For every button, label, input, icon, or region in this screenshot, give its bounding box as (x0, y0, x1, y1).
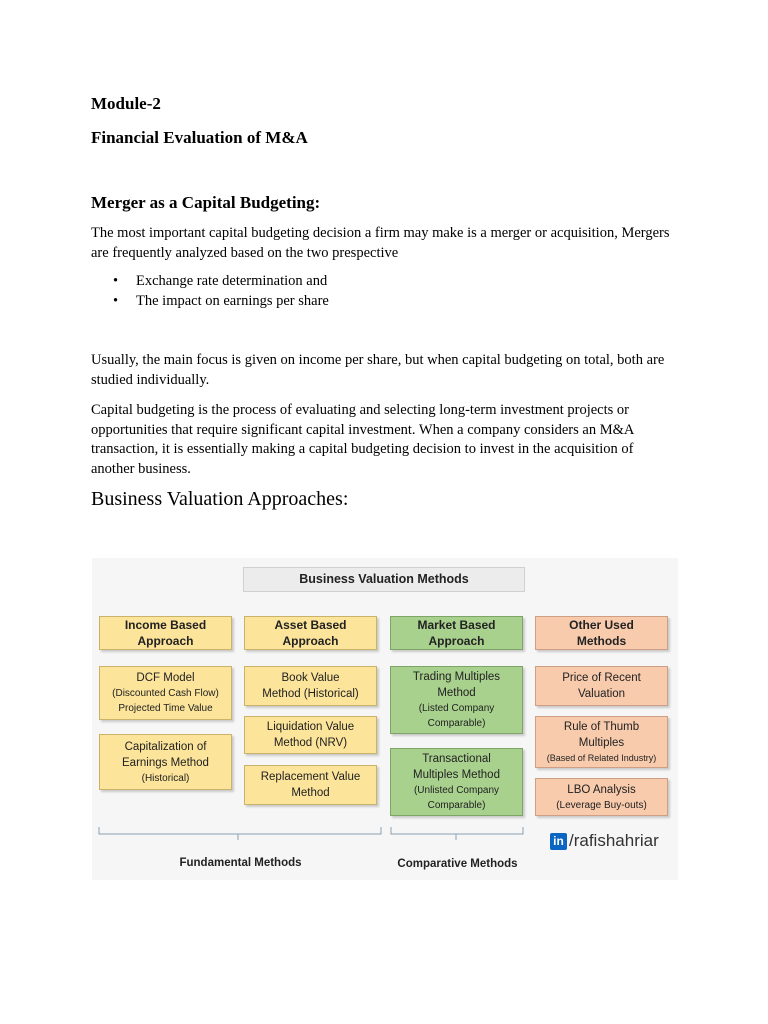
book-value-box: Book Value Method (Historical) (244, 666, 377, 706)
bullet-icon: • (113, 273, 119, 289)
valuation-methods-diagram (92, 558, 678, 880)
document-subtitle: Financial Evaluation of M&A (91, 128, 308, 147)
price-recent-valuation-box: Price of Recent Valuation (535, 666, 668, 706)
linkedin-icon: in (550, 833, 567, 850)
dcf-model-box: DCF Model (Discounted Cash Flow) Projected Time Value (99, 666, 232, 720)
linkedin-credit: in /rafishahriar (550, 831, 659, 851)
transactional-multiples-box: Transactional Multiples Method (Unlisted Company Comparable) (390, 748, 523, 816)
other-methods-header: Other Used Methods (535, 616, 668, 650)
fundamental-methods-label: Fundamental Methods (179, 857, 302, 869)
diagram-title: Business Valuation Methods (243, 567, 525, 592)
module-title: Module-2 (91, 94, 161, 113)
rule-of-thumb-box: Rule of Thumb Multiples (Based of Related Industry) (535, 716, 668, 768)
liquidation-value-box: Liquidation Value Method (NRV) (244, 716, 377, 754)
market-approach-header: Market Based Approach (390, 616, 523, 650)
approaches-heading: Business Valuation Approaches: (91, 488, 349, 510)
trading-multiples-box: Trading Multiples Method (Listed Company Comparable) (390, 666, 523, 734)
asset-approach-header: Asset Based Approach (244, 616, 377, 650)
capitalization-earnings-box: Capitalization of Earnings Method (Historical) (99, 734, 232, 790)
fundamental-brace (98, 826, 383, 848)
paragraph-1: The most important capital budgeting decision a firm may make is a merger or acquisition, Mergers are frequently analyzed based on the two prespective (91, 225, 670, 261)
paragraph-2: Usually, the main focus is given on income per share, but when capital budgeting on total, both are studied individually. (91, 352, 665, 388)
comparative-brace (390, 826, 525, 848)
list-item: • The impact on earnings per share (91, 292, 329, 312)
income-approach-header: Income Based Approach (99, 616, 232, 650)
lbo-analysis-box: LBO Analysis (Leverage Buy-outs) (535, 778, 668, 816)
comparative-methods-label: Comparative Methods (397, 858, 518, 870)
bullet-icon: • (113, 292, 119, 309)
list-item: • Exchange rate determination and (91, 272, 329, 292)
paragraph-3: Capital budgeting is the process of evaluating and selecting long-term investment projects or opportunities that require significant capital investment. When a company considers an M&A transaction, it is essentially making a capital budgeting decision to invest in the acquisition of another business. (91, 402, 634, 477)
bullet-list (91, 272, 329, 311)
replacement-value-box: Replacement Value Method (244, 765, 377, 805)
section-heading: Merger as a Capital Budgeting: (91, 193, 321, 212)
